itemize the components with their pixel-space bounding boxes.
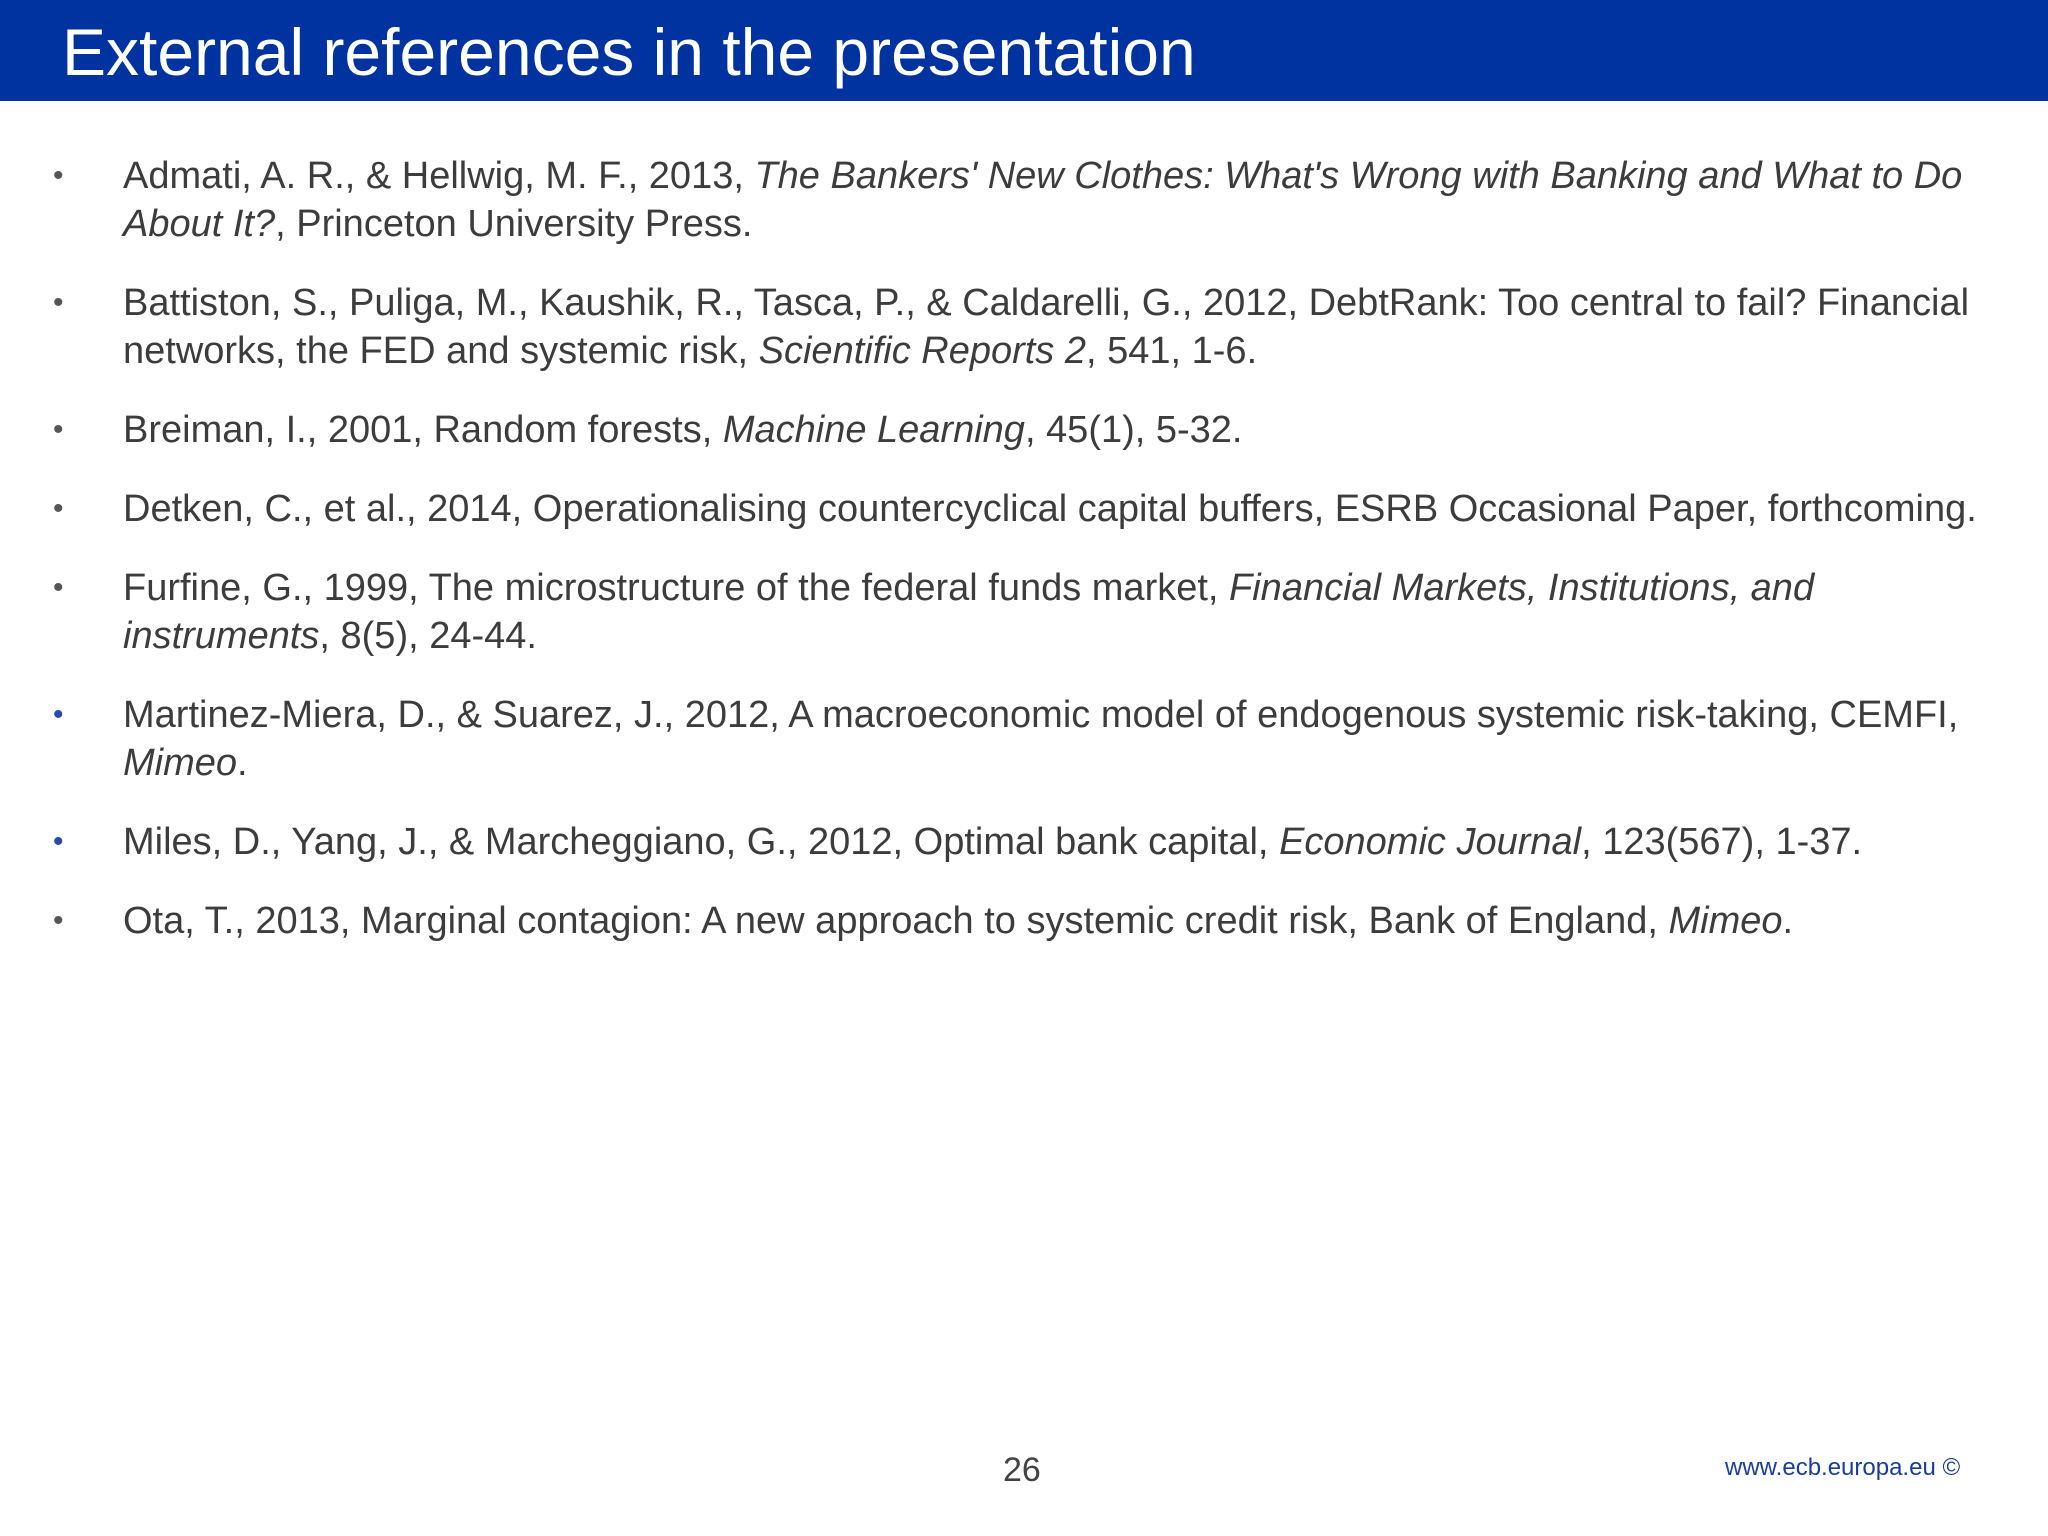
reference-item xyxy=(0,279,2048,375)
reference-list xyxy=(0,152,2048,976)
reference-text: Martinez-Miera, D., & Suarez, J., 2012, A macroeconomic model of endogenous systemic risk-taking, CEMFI, xyxy=(123,694,1959,736)
reference-italic-text: Scientific Reports 2 xyxy=(758,330,1087,372)
reference-text: Breiman, I., 2001, Random forests, xyxy=(123,409,723,451)
reference-italic-text: Mimeo xyxy=(123,742,238,784)
bullet-icon: • xyxy=(53,571,64,604)
bullet-icon: • xyxy=(53,492,64,525)
reference-italic-text: Financial Markets, Institutions, and instruments xyxy=(123,567,1815,657)
reference-item xyxy=(0,897,2048,945)
reference-text: . xyxy=(237,742,248,784)
bullet-icon: • xyxy=(53,904,64,937)
reference-text: Miles, D., Yang, J., & Marcheggiano, G., 2012, Optimal bank capital, xyxy=(123,821,1280,863)
reference-item xyxy=(0,691,2048,787)
bullet-icon: • xyxy=(53,698,64,731)
reference-text: , Princeton University Press. xyxy=(275,203,753,245)
reference-text: , 541, 1-6. xyxy=(1086,330,1258,372)
title-bar xyxy=(0,0,2048,101)
reference-text: , 45(1), 5-32. xyxy=(1024,409,1243,451)
bullet-icon: • xyxy=(53,286,64,319)
reference-italic-text: Machine Learning xyxy=(722,409,1025,451)
bullet-icon: • xyxy=(53,825,64,858)
reference-item xyxy=(0,406,2048,454)
reference-text: Detken, C., et al., 2014, Operationalising countercyclical capital buffers, ESRB Occasional Paper, forthcoming. xyxy=(123,488,1977,530)
reference-text: Battiston, S., Puliga, M., Kaushik, R., Tasca, P., & Caldarelli, G., 2012, DebtRank: Too central to fail? Financial networks, the FED and systemic risk, xyxy=(123,282,1970,372)
reference-item xyxy=(0,485,2048,533)
reference-text: Ota, T., 2013, Marginal contagion: A new approach to systemic credit risk, Bank of England, xyxy=(123,900,1669,942)
page-number: 26 xyxy=(1003,1451,1041,1489)
slide-title: External references in the presentation xyxy=(62,15,1196,89)
reference-text: , 8(5), 24-44. xyxy=(319,615,537,657)
reference-italic-text: The Bankers' New Clothes: What's Wrong with Banking and What to Do About It? xyxy=(123,155,1963,245)
reference-text: . xyxy=(1782,900,1794,942)
bullet-icon: • xyxy=(53,159,64,192)
footer-url-link[interactable]: www.ecb.europa.eu © xyxy=(1725,1454,1961,1481)
reference-text: Furfine, G., 1999, The microstructure of the federal funds market, xyxy=(123,567,1230,609)
bullet-icon: • xyxy=(53,413,64,446)
reference-text: Admati, A. R., & Hellwig, M. F., 2013, xyxy=(123,155,755,197)
reference-item xyxy=(0,818,2048,866)
reference-item xyxy=(0,152,2048,248)
reference-text: , 123(567), 1-37. xyxy=(1581,821,1863,863)
reference-italic-text: Mimeo xyxy=(1668,900,1783,942)
reference-item xyxy=(0,564,2048,660)
reference-italic-text: Economic Journal xyxy=(1279,821,1582,863)
